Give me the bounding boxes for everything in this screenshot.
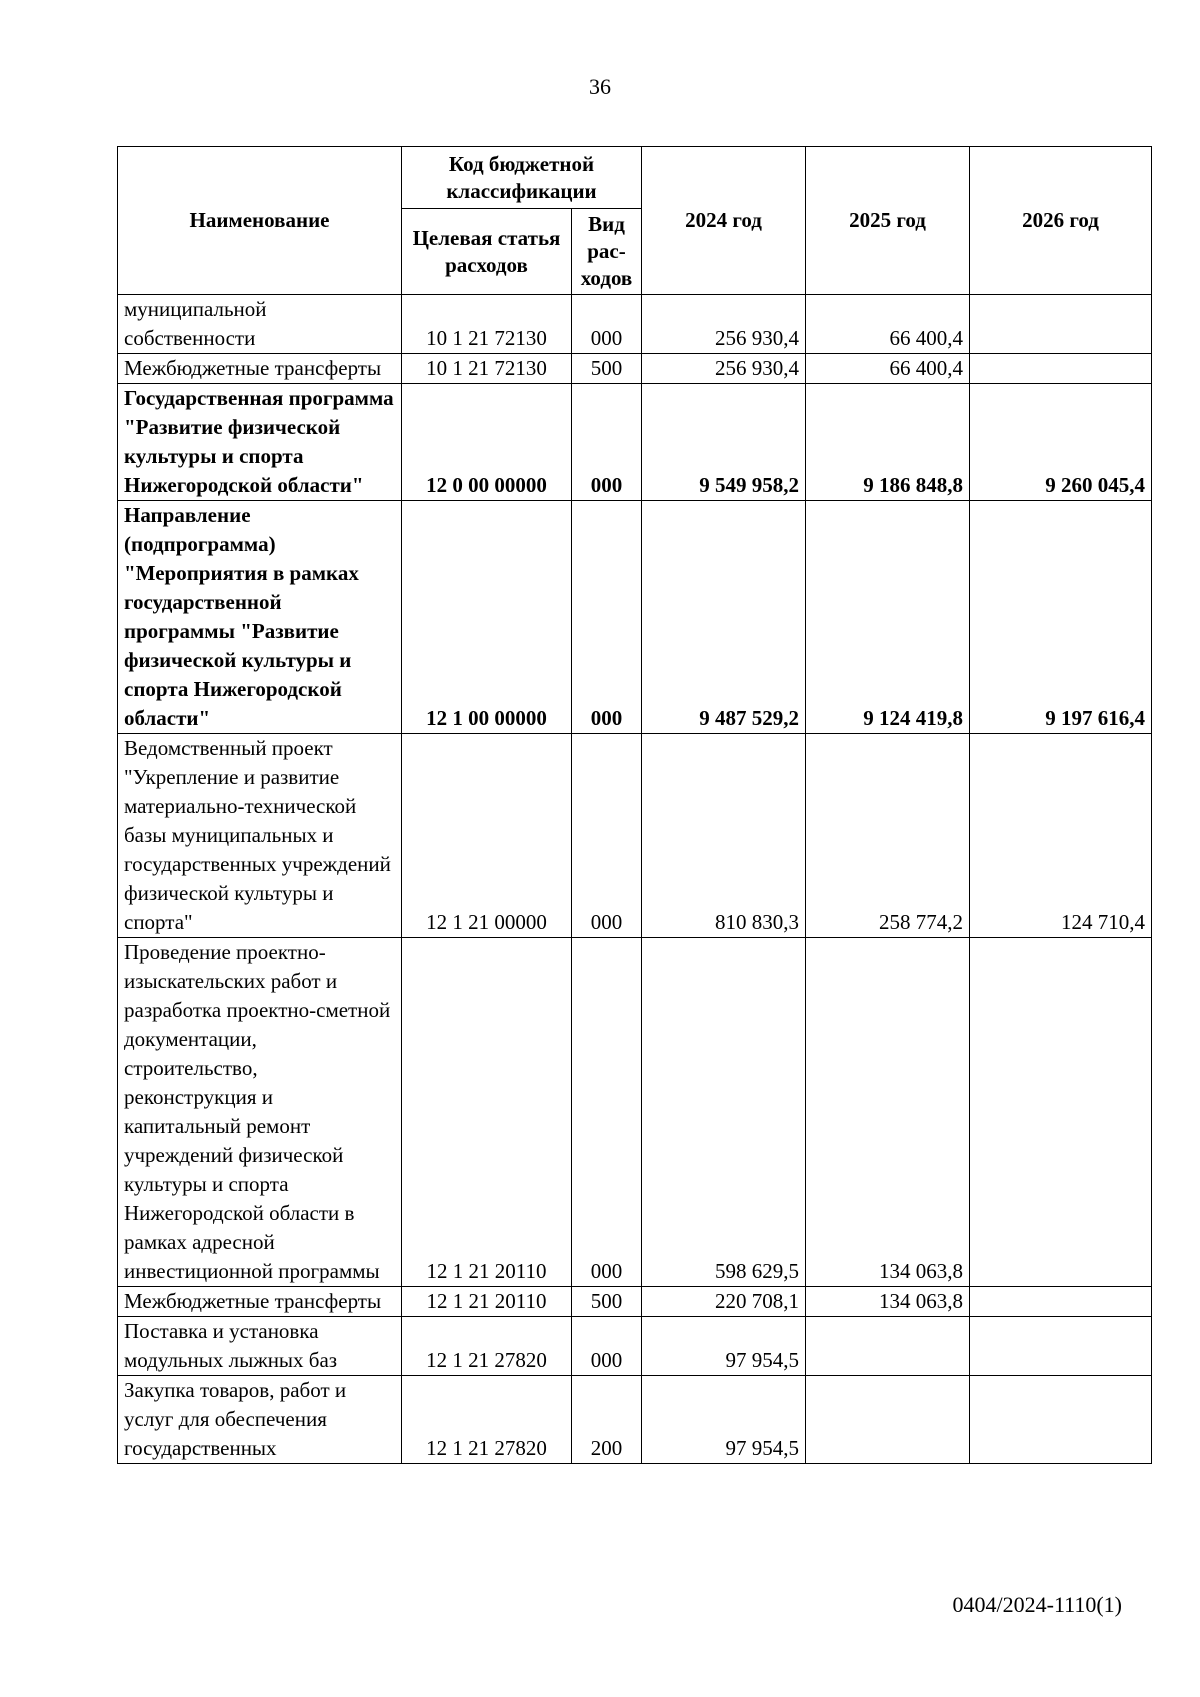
- row-target-code-cell: 12 1 21 20110: [402, 938, 572, 1287]
- row-2025-cell: 66 400,4: [806, 354, 970, 384]
- row-target-code-cell: 12 1 21 20110: [402, 1287, 572, 1317]
- row-2024-cell: 9 549 958,2: [642, 384, 806, 501]
- row-2024-cell: 220 708,1: [642, 1287, 806, 1317]
- row-target-code-cell: 12 1 21 00000: [402, 734, 572, 938]
- row-name-cell: Поставка и установка модульных лыжных баз: [118, 1317, 402, 1376]
- row-expense-kind-cell: 000: [572, 295, 642, 354]
- budget-table: [117, 146, 1152, 1464]
- table-row: [118, 354, 1152, 384]
- table-row: [118, 1376, 1152, 1464]
- row-name-cell: муниципальной собственности: [118, 295, 402, 354]
- row-2025-cell: [806, 1376, 970, 1464]
- row-target-code-cell: 12 1 00 00000: [402, 501, 572, 734]
- header-2026: 2026 год: [970, 147, 1152, 295]
- row-2025-cell: 258 774,2: [806, 734, 970, 938]
- row-expense-kind-cell: 200: [572, 1376, 642, 1464]
- row-2026-cell: 9 197 616,4: [970, 501, 1152, 734]
- row-2026-cell: 9 260 045,4: [970, 384, 1152, 501]
- row-2024-cell: 97 954,5: [642, 1376, 806, 1464]
- row-2025-cell: 9 124 419,8: [806, 501, 970, 734]
- row-2024-cell: 97 954,5: [642, 1317, 806, 1376]
- row-2025-cell: [806, 1317, 970, 1376]
- table-row: [118, 1287, 1152, 1317]
- row-2026-cell: [970, 1287, 1152, 1317]
- header-expense-kind: Вид рас-ходов: [572, 209, 642, 295]
- row-2026-cell: [970, 295, 1152, 354]
- header-budget-code: Код бюджетной классификации: [402, 147, 642, 209]
- row-name-cell: Межбюджетные трансферты: [118, 1287, 402, 1317]
- row-2024-cell: 256 930,4: [642, 354, 806, 384]
- table-row: [118, 1317, 1152, 1376]
- row-2026-cell: [970, 938, 1152, 1287]
- row-target-code-cell: 12 1 21 27820: [402, 1317, 572, 1376]
- row-2024-cell: 256 930,4: [642, 295, 806, 354]
- row-target-code-cell: 10 1 21 72130: [402, 295, 572, 354]
- row-2024-cell: 810 830,3: [642, 734, 806, 938]
- row-target-code-cell: 12 1 21 27820: [402, 1376, 572, 1464]
- row-name-cell: Государственная программа "Развитие физической культуры и спорта Нижегородской области": [118, 384, 402, 501]
- row-name-cell: Межбюджетные трансферты: [118, 354, 402, 384]
- row-expense-kind-cell: 000: [572, 938, 642, 1287]
- table-row: [118, 501, 1152, 734]
- page-number: 36: [589, 74, 611, 99]
- document-code: 0404/2024-1110(1): [952, 1592, 1122, 1617]
- table-body: [118, 295, 1152, 1464]
- row-target-code-cell: 12 0 00 00000: [402, 384, 572, 501]
- row-expense-kind-cell: 500: [572, 354, 642, 384]
- table-row: [118, 938, 1152, 1287]
- table-row: [118, 384, 1152, 501]
- row-expense-kind-cell: 000: [572, 384, 642, 501]
- header-2025: 2025 год: [806, 147, 970, 295]
- table-row: [118, 295, 1152, 354]
- row-2024-cell: 598 629,5: [642, 938, 806, 1287]
- row-name-cell: Закупка товаров, работ и услуг для обеспечения государственных: [118, 1376, 402, 1464]
- row-2025-cell: 134 063,8: [806, 938, 970, 1287]
- header-target-article: Целевая статья расходов: [402, 209, 572, 295]
- header-2024: 2024 год: [642, 147, 806, 295]
- row-expense-kind-cell: 000: [572, 734, 642, 938]
- row-2026-cell: 124 710,4: [970, 734, 1152, 938]
- row-2025-cell: 134 063,8: [806, 1287, 970, 1317]
- header-name: Наименование: [118, 147, 402, 295]
- row-2024-cell: 9 487 529,2: [642, 501, 806, 734]
- row-expense-kind-cell: 000: [572, 501, 642, 734]
- row-2025-cell: 9 186 848,8: [806, 384, 970, 501]
- row-target-code-cell: 10 1 21 72130: [402, 354, 572, 384]
- row-name-cell: Ведомственный проект "Укрепление и развитие материально-технической базы муниципальных и государственных учреждений физической культуры и спорта": [118, 734, 402, 938]
- row-name-cell: Направление (подпрограмма) "Мероприятия в рамках государственной программы "Развитие физической культуры и спорта Нижегородской области": [118, 501, 402, 734]
- row-2025-cell: 66 400,4: [806, 295, 970, 354]
- row-2026-cell: [970, 1317, 1152, 1376]
- table-row: [118, 734, 1152, 938]
- row-2026-cell: [970, 354, 1152, 384]
- row-expense-kind-cell: 500: [572, 1287, 642, 1317]
- row-expense-kind-cell: 000: [572, 1317, 642, 1376]
- row-2026-cell: [970, 1376, 1152, 1464]
- row-name-cell: Проведение проектно-изыскательских работ и разработка проектно-сметной документации, строительство, реконструкция и капитальный ремонт учреждений физической культуры и спорта Нижегородской области в рамках адресной инвестиционной программы: [118, 938, 402, 1287]
